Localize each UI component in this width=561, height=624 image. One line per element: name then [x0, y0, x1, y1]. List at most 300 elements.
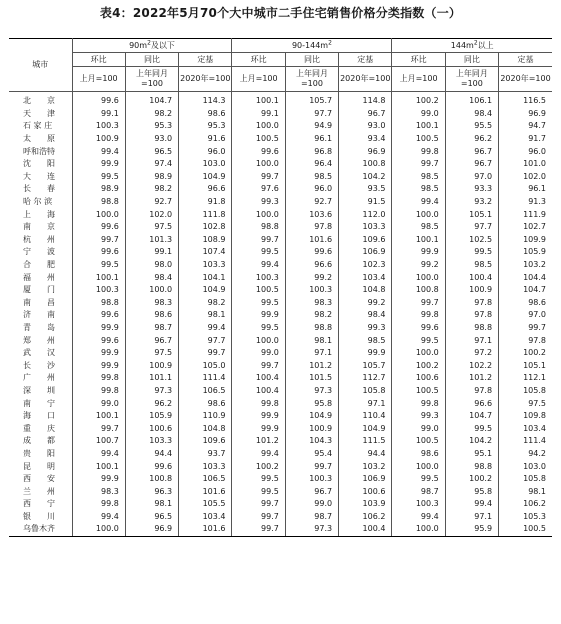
table-title: 表4：2022年5月70个大中城市二手住宅销售价格分类指数（一）: [99, 6, 462, 20]
table-header: [9, 39, 552, 92]
base-label-fixed: 2020年=100: [499, 67, 552, 92]
index-value: 93.2: [445, 196, 498, 209]
index-value: 99.7: [285, 460, 338, 473]
index-value: 94.7: [528, 121, 546, 131]
index-value: 99.5: [232, 246, 285, 259]
index-value: 102.0: [125, 208, 178, 221]
index-value: 102.5: [445, 234, 498, 247]
index-value: 103.0: [179, 158, 232, 171]
index-value: 98.8: [72, 297, 125, 310]
index-value: 99.2: [339, 297, 392, 310]
index-value: 98.3: [285, 297, 338, 310]
index-value: 99.6: [72, 246, 125, 259]
group-header-medium: $90-144m^2$: [232, 39, 392, 53]
index-value: 99.4: [392, 196, 445, 209]
index-value: 98.7: [285, 511, 338, 524]
city-name: 南 京: [9, 221, 72, 234]
index-value: 109.9: [523, 234, 546, 244]
group-header-small: $90m^2$及以下: [72, 39, 232, 53]
index-value: 92.7: [125, 196, 178, 209]
index-value: 99.9: [72, 158, 125, 171]
base-label-fixed: 2020年=100: [339, 67, 392, 92]
index-value: 98.9: [72, 183, 125, 196]
index-value: 98.3: [72, 485, 125, 498]
index-value: 99.7: [232, 498, 285, 511]
index-value: 98.1: [528, 486, 546, 496]
index-value: 99.6: [392, 322, 445, 335]
index-value: 103.4: [179, 511, 232, 524]
index-value: 93.0: [125, 133, 178, 146]
index-value: 99.5: [232, 322, 285, 335]
index-value: 95.1: [445, 448, 498, 461]
city-name: 石 家 庄: [9, 120, 72, 133]
index-value: 96.3: [125, 485, 178, 498]
index-value: 99.5: [232, 485, 285, 498]
city-name: 杭 州: [9, 234, 72, 247]
table-body: [9, 92, 552, 537]
index-value: 100.4: [339, 523, 392, 536]
index-value: 93.7: [179, 448, 232, 461]
index-value: 99.1: [72, 108, 125, 121]
index-value: 99.7: [72, 234, 125, 247]
table-row: [9, 334, 552, 347]
index-value: 91.3: [528, 197, 546, 207]
index-value: 101.6: [179, 523, 232, 536]
index-value: 101.5: [285, 372, 338, 385]
index-value: 100.1: [72, 271, 125, 284]
index-value: 105.1: [445, 208, 498, 221]
table-row: [9, 435, 552, 448]
table-row: [9, 145, 552, 158]
index-value: 99.5: [392, 334, 445, 347]
table-row: [9, 347, 552, 360]
index-value: 105.8: [523, 474, 546, 484]
table-row: [9, 322, 552, 335]
index-value: 97.1: [285, 347, 338, 360]
index-value: 101.1: [125, 372, 178, 385]
table-row: [9, 385, 552, 398]
index-value: 105.7: [285, 92, 338, 108]
index-value: 96.5: [125, 511, 178, 524]
index-value: 100.9: [285, 422, 338, 435]
index-value: 99.0: [392, 422, 445, 435]
index-value: 96.1: [285, 133, 338, 146]
index-value: 97.4: [125, 158, 178, 171]
index-value: 100.3: [72, 284, 125, 297]
index-value: 96.6: [179, 183, 232, 196]
index-value: 99.6: [72, 221, 125, 234]
index-value: 95.8: [445, 485, 498, 498]
table-row: [9, 133, 552, 146]
index-value: 99.9: [72, 359, 125, 372]
index-value: 111.8: [179, 208, 232, 221]
index-value: 98.2: [179, 297, 232, 310]
index-value: 103.4: [339, 271, 392, 284]
index-value: 111.5: [339, 435, 392, 448]
index-value: 92.7: [285, 196, 338, 209]
index-value: 100.2: [392, 359, 445, 372]
index-value: 101.3: [125, 234, 178, 247]
index-value: 100.0: [232, 120, 285, 133]
index-value: 105.1: [523, 360, 546, 370]
index-value: 98.8: [445, 322, 498, 335]
index-value: 111.4: [523, 436, 546, 446]
index-value: 98.2: [125, 108, 178, 121]
index-value: 96.7: [339, 108, 392, 121]
index-value: 99.9: [72, 347, 125, 360]
index-value: 94.9: [285, 120, 338, 133]
city-name: 沈 阳: [9, 158, 72, 171]
index-value: 98.5: [339, 334, 392, 347]
index-value: 98.0: [125, 259, 178, 272]
city-column-header: 城市: [9, 39, 72, 92]
index-value: 100.0: [392, 347, 445, 360]
index-value: 99.4: [232, 259, 285, 272]
index-value: 97.8: [445, 385, 498, 398]
table-row: [9, 259, 552, 272]
city-name: 银 川: [9, 511, 72, 524]
table-row: [9, 208, 552, 221]
index-value: 100.1: [72, 410, 125, 423]
index-value: 99.8: [232, 397, 285, 410]
index-value: 100.4: [232, 372, 285, 385]
index-value: 103.2: [339, 460, 392, 473]
index-value: 100.1: [392, 234, 445, 247]
index-value: 102.8: [179, 221, 232, 234]
index-value: 91.6: [179, 133, 232, 146]
index-value: 95.3: [179, 120, 232, 133]
index-value: 100.3: [72, 120, 125, 133]
index-value: 100.8: [125, 473, 178, 486]
index-value: 99.0: [285, 498, 338, 511]
index-value: 102.7: [523, 222, 546, 232]
city-name: 哈 尔 滨: [9, 196, 72, 209]
index-value: 109.8: [523, 411, 546, 421]
index-value: 98.8: [232, 221, 285, 234]
index-value: 100.5: [499, 523, 552, 536]
index-value: 98.2: [125, 183, 178, 196]
table-row: [9, 397, 552, 410]
index-value: 100.0: [392, 271, 445, 284]
index-value: 106.2: [523, 499, 546, 509]
index-value: 99.6: [72, 309, 125, 322]
city-name: 乌鲁木齐: [9, 523, 72, 536]
index-value: 99.7: [232, 171, 285, 184]
city-name: 太 原: [9, 133, 72, 146]
index-value: 98.5: [285, 171, 338, 184]
index-value: 99.5: [392, 473, 445, 486]
subheader-yoy: 同比: [445, 53, 498, 67]
index-value: 100.5: [232, 284, 285, 297]
index-value: 100.9: [72, 133, 125, 146]
index-value: 98.8: [285, 322, 338, 335]
index-value: 96.7: [445, 145, 498, 158]
index-value: 100.0: [392, 523, 445, 536]
city-name: 大 连: [9, 171, 72, 184]
index-value: 100.3: [392, 498, 445, 511]
price-index-table: [9, 38, 552, 537]
index-value: 99.9: [339, 347, 392, 360]
index-value: 100.2: [523, 348, 546, 358]
index-value: 97.5: [125, 347, 178, 360]
index-value: 97.7: [179, 334, 232, 347]
city-name: 厦 门: [9, 284, 72, 297]
city-name: 福 州: [9, 271, 72, 284]
index-value: 100.0: [232, 158, 285, 171]
index-value: 112.0: [339, 208, 392, 221]
index-value: 100.1: [392, 120, 445, 133]
table-row: [9, 473, 552, 486]
table-row: [9, 309, 552, 322]
index-value: 105.5: [179, 498, 232, 511]
index-value: 99.7: [232, 511, 285, 524]
index-value: 100.3: [285, 473, 338, 486]
index-value: 100.3: [232, 271, 285, 284]
city-name: 深 圳: [9, 385, 72, 398]
index-value: 99.1: [232, 108, 285, 121]
city-name: 成 都: [9, 435, 72, 448]
city-name: 海 口: [9, 410, 72, 423]
index-value: 102.2: [445, 359, 498, 372]
index-value: 96.8: [285, 145, 338, 158]
table-row: [9, 246, 552, 259]
index-value: 99.0: [392, 108, 445, 121]
base-label-mom: 上月=100: [72, 67, 125, 92]
index-value: 105.9: [125, 410, 178, 423]
index-value: 91.8: [179, 196, 232, 209]
table-row: [9, 422, 552, 435]
index-value: 99.9: [72, 473, 125, 486]
table-row: [9, 183, 552, 196]
city-name: 合 肥: [9, 259, 72, 272]
index-value: 97.8: [445, 297, 498, 310]
index-value: 96.9: [125, 523, 178, 536]
index-value: 106.5: [179, 473, 232, 486]
subheader-base: 定基: [339, 53, 392, 67]
index-value: 106.2: [339, 511, 392, 524]
index-value: 99.4: [72, 448, 125, 461]
index-value: 103.0: [523, 461, 546, 471]
index-value: 99.3: [392, 410, 445, 423]
index-value: 104.9: [179, 171, 232, 184]
table-row: [9, 511, 552, 524]
index-value: 94.4: [125, 448, 178, 461]
index-value: 99.7: [392, 297, 445, 310]
index-value: 101.2: [232, 435, 285, 448]
index-value: 103.2: [523, 260, 546, 270]
index-value: 97.2: [445, 347, 498, 360]
index-value: 98.6: [179, 108, 232, 121]
index-value: 99.7: [232, 359, 285, 372]
base-label-yoy: 上年同月=100: [125, 67, 178, 92]
base-label-mom: 上月=100: [232, 67, 285, 92]
index-value: 99.9: [392, 246, 445, 259]
index-value: 114.3: [179, 92, 232, 108]
index-value: 93.5: [339, 183, 392, 196]
city-name: 青 岛: [9, 322, 72, 335]
index-value: 101.6: [285, 234, 338, 247]
index-value: 98.8: [72, 196, 125, 209]
table-row: [9, 460, 552, 473]
index-value: 99.5: [445, 246, 498, 259]
index-value: 97.3: [285, 523, 338, 536]
base-label-yoy: 上年同月=100: [445, 67, 498, 92]
index-value: 96.6: [285, 259, 338, 272]
index-value: 104.7: [523, 285, 546, 295]
index-value: 97.8: [445, 309, 498, 322]
index-value: 104.8: [179, 422, 232, 435]
index-value: 96.1: [528, 184, 546, 194]
table-row: [9, 158, 552, 171]
index-value: 96.7: [285, 485, 338, 498]
index-value: 96.7: [125, 334, 178, 347]
index-value: 100.5: [392, 435, 445, 448]
subheader-base: 定基: [499, 53, 552, 67]
index-value: 104.3: [285, 435, 338, 448]
index-value: 110.4: [339, 410, 392, 423]
index-value: 100.0: [392, 460, 445, 473]
subheader-yoy: 同比: [125, 53, 178, 67]
city-name: 武 汉: [9, 347, 72, 360]
subheader-mom: 环比: [232, 53, 285, 67]
index-value: 97.1: [339, 397, 392, 410]
group-header-large: $144m^2$以上: [392, 39, 552, 53]
index-value: 99.7: [232, 523, 285, 536]
index-value: 100.4: [232, 385, 285, 398]
index-value: 100.7: [72, 435, 125, 448]
table-row: [9, 221, 552, 234]
index-value: 98.2: [285, 309, 338, 322]
index-value: 99.7: [232, 234, 285, 247]
index-value: 97.5: [125, 221, 178, 234]
index-value: 116.5: [523, 96, 546, 106]
table-row: [9, 234, 552, 247]
table-row: [9, 448, 552, 461]
index-value: 98.4: [125, 271, 178, 284]
index-value: 104.9: [179, 284, 232, 297]
index-value: 98.8: [445, 460, 498, 473]
index-value: 98.6: [528, 297, 546, 307]
subheader-mom: 环比: [72, 53, 125, 67]
index-value: 99.9: [232, 422, 285, 435]
table-row: [9, 271, 552, 284]
index-value: 103.4: [523, 423, 546, 433]
index-value: 99.0: [72, 397, 125, 410]
index-value: 97.1: [445, 511, 498, 524]
index-value: 98.5: [392, 183, 445, 196]
index-value: 103.3: [179, 259, 232, 272]
index-value: 109.6: [179, 435, 232, 448]
index-value: 96.9: [528, 108, 546, 118]
index-value: 98.5: [392, 171, 445, 184]
index-value: 100.0: [392, 208, 445, 221]
index-value: 105.7: [339, 359, 392, 372]
index-value: 100.0: [232, 208, 285, 221]
index-value: 98.5: [392, 221, 445, 234]
index-value: 99.4: [179, 322, 232, 335]
index-value: 105.3: [523, 511, 546, 521]
index-value: 100.1: [232, 92, 285, 108]
index-value: 104.8: [339, 284, 392, 297]
index-value: 100.9: [445, 284, 498, 297]
table-row: [9, 485, 552, 498]
city-name: 北 京: [9, 92, 72, 108]
subheader-yoy: 同比: [285, 53, 338, 67]
index-value: 96.7: [445, 158, 498, 171]
index-value: 97.3: [285, 385, 338, 398]
index-value: 95.4: [285, 448, 338, 461]
index-value: 100.0: [72, 208, 125, 221]
subheader-base: 定基: [179, 53, 232, 67]
index-value: 98.6: [179, 397, 232, 410]
index-value: 110.9: [179, 410, 232, 423]
index-value: 103.3: [339, 221, 392, 234]
index-value: 99.7: [392, 158, 445, 171]
index-value: 100.6: [339, 485, 392, 498]
index-value: 114.8: [339, 92, 392, 108]
table-row: [9, 410, 552, 423]
city-name: 天 津: [9, 108, 72, 121]
index-value: 98.1: [125, 498, 178, 511]
index-value: 98.4: [339, 309, 392, 322]
index-value: 111.9: [523, 209, 546, 219]
index-value: 97.7: [285, 108, 338, 121]
index-value: 99.6: [232, 145, 285, 158]
index-value: 99.2: [392, 259, 445, 272]
index-value: 98.1: [285, 334, 338, 347]
index-value: 99.2: [285, 271, 338, 284]
table-row: [9, 498, 552, 511]
index-value: 100.2: [392, 92, 445, 108]
index-value: 98.7: [125, 322, 178, 335]
index-value: 103.3: [125, 435, 178, 448]
index-value: 99.5: [445, 422, 498, 435]
index-value: 98.6: [392, 448, 445, 461]
index-value: 96.6: [445, 397, 498, 410]
index-value: 98.1: [179, 309, 232, 322]
index-value: 99.8: [72, 498, 125, 511]
index-value: 106.5: [179, 385, 232, 398]
index-value: 96.5: [125, 145, 178, 158]
index-value: 99.5: [232, 473, 285, 486]
index-value: 96.4: [285, 158, 338, 171]
index-value: 101.6: [179, 485, 232, 498]
index-value: 99.6: [125, 460, 178, 473]
city-name: 上 海: [9, 208, 72, 221]
index-value: 100.6: [392, 372, 445, 385]
index-value: 98.6: [125, 309, 178, 322]
index-value: 97.1: [445, 334, 498, 347]
index-value: 104.4: [523, 272, 546, 282]
index-value: 109.6: [339, 234, 392, 247]
index-value: 98.5: [445, 259, 498, 272]
index-value: 97.7: [445, 221, 498, 234]
index-value: 99.9: [232, 410, 285, 423]
index-value: 99.9: [72, 322, 125, 335]
index-value: 101.2: [445, 372, 498, 385]
index-value: 102.0: [523, 171, 546, 181]
index-value: 100.2: [445, 473, 498, 486]
index-value: 99.0: [232, 347, 285, 360]
index-value: 97.6: [232, 183, 285, 196]
index-value: 98.3: [125, 297, 178, 310]
index-value: 104.1: [179, 271, 232, 284]
index-value: 112.1: [523, 373, 546, 383]
index-value: 100.4: [445, 271, 498, 284]
city-name: 济 南: [9, 309, 72, 322]
city-name: 贵 阳: [9, 448, 72, 461]
index-value: 97.8: [528, 335, 546, 345]
